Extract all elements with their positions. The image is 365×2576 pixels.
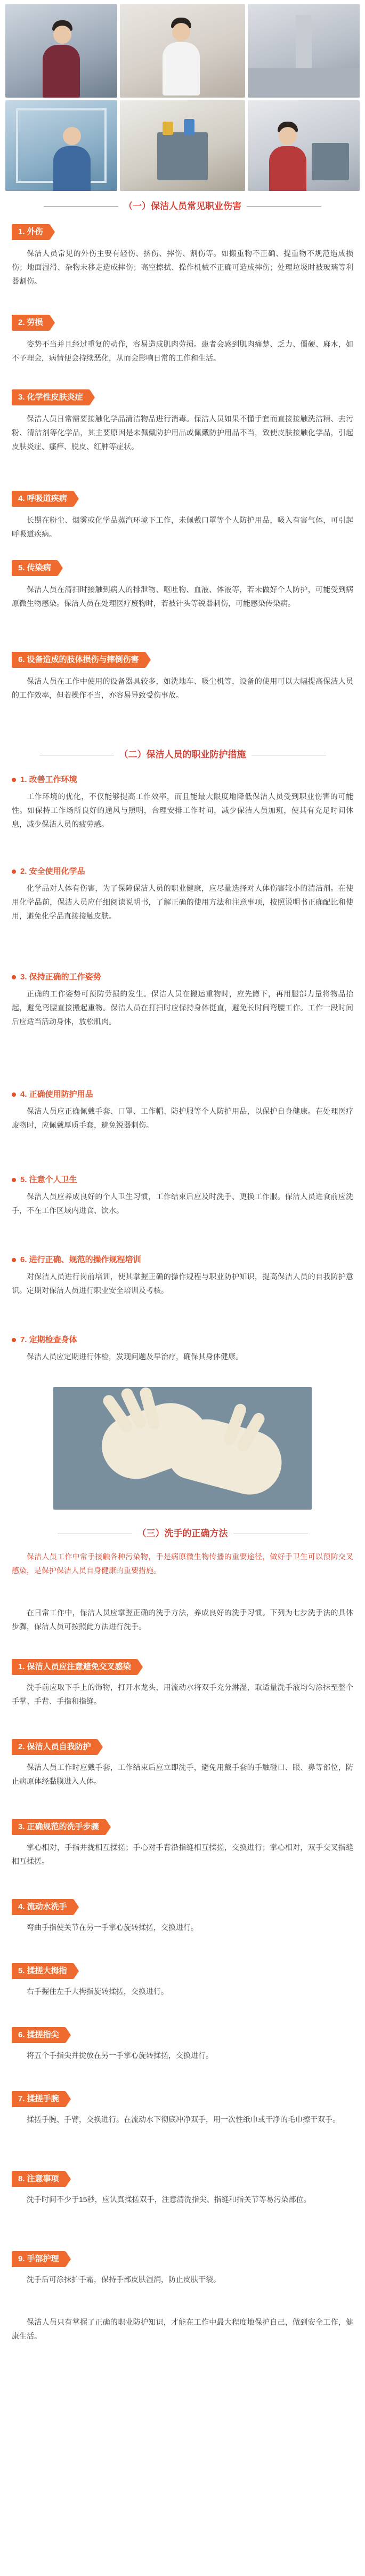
photo-cleaner-smiling [120, 4, 245, 98]
sub-heading: 2. 安全使用化学品 [12, 865, 85, 876]
item-label: 6. 设备造成的肢体损伤与摔倒伤害 [12, 652, 145, 668]
item-label: 4. 流动水洗手 [12, 1899, 74, 1915]
item-text: 将五个手指尖并拢放在另一手掌心旋转揉搓，交换进行。 [27, 2051, 213, 2060]
item-text: 保洁人员应正确佩戴手套、口罩、工作帽、防护服等个人防护用品，以保护自身健康。在处理医疗废物时，应佩戴厚质手套，避免锐器刺伤。 [12, 1107, 353, 1129]
item-text: 保洁人员在工作中使用的设备器具较多，如洗地车、吸尘机等，设备的使用可以大幅提高保洁人员的工作效率，但若操作不当，亦容易导致受伤事故。 [12, 677, 353, 699]
item-label: 9. 手部护理 [12, 2251, 66, 2267]
sub-heading: 7. 定期检查身体 [12, 1334, 77, 1345]
bullet-icon [12, 1258, 16, 1262]
photo-collage [5, 4, 360, 191]
photo-window-cleaning [5, 100, 117, 191]
item-label: 5. 传染病 [12, 560, 58, 576]
item-text: 保洁人员应定期进行体检，发现问题及早治疗，确保其身体健康。 [27, 1352, 243, 1361]
item-text: 保洁人员日常需要接触化学品清洁物品进行消毒。保洁人员如果不懂手套而直接接触洗洁精、去污粉、清洁剂等化学品，其主要原因是未佩戴防护用品或佩戴防护用品不当，致使皮肤接触化学品，引起皮肤炎症、瘙痒、脱皮、红肿等症状。 [12, 414, 353, 451]
item-text: 洗手后可涂抹护手霜，保持手部皮肤湿润，防止皮肤干裂。 [27, 2275, 221, 2284]
photo-cleaner-mopping [5, 4, 117, 98]
sub-heading: 5. 注意个人卫生 [12, 1174, 77, 1185]
cleaner-figure [269, 122, 306, 191]
item-label: 6. 揉搓指尖 [12, 2027, 66, 2043]
bullet-icon [12, 1338, 16, 1342]
item-label: 8. 注意事项 [12, 2171, 66, 2187]
item-label: 2. 保洁人员自我防护 [12, 1739, 98, 1755]
item-text: 工作环境的优化，不仅能够提高工作效率，而且能最大限度地降低保洁人员受到职业伤害的可能性。如保持工作场所良好的通风与照明，合理安排工作时间，减少保洁人员加班，使其有充足时间休息，减少保洁人员的疲劳感。 [12, 792, 353, 828]
item-label: 3. 正确规范的洗手步骤 [12, 1819, 106, 1835]
item-label: 2. 劳损 [12, 315, 50, 331]
bullet-icon [12, 975, 16, 979]
cleaner-figure [53, 127, 91, 191]
item-label: 4. 呼吸道疾病 [12, 491, 74, 507]
item-label: 5. 揉搓大拇指 [12, 1963, 74, 1979]
item-label: 1. 保洁人员应注意避免交叉感染 [12, 1659, 137, 1675]
photo-hospital-corridor [248, 4, 360, 98]
section-title: （二）保洁人员的职业防护措施 [0, 747, 365, 760]
item-text: 化学品对人体有伤害，为了保障保洁人员的职业健康，应尽量选择对人体伤害较小的清洁剂。在使用化学品前，保洁人员应仔细阅读说明书，了解正确的使用方法和注意事项，按照说明书正确配比和使用，避免化学品直接接触皮肤。 [12, 884, 353, 920]
item-label: 7. 揉搓手腕 [12, 2091, 66, 2107]
sub-heading: 4. 正确使用防护用品 [12, 1088, 93, 1099]
photo-latex-gloves [53, 1387, 312, 1510]
item-text: 洗手时间不少于15秒，应认真揉搓双手，注意清洗指尖、指缝和指关节等易污染部位。 [27, 2195, 311, 2204]
item-text: 揉搓手腕、手臂，交换进行。在流动水下彻底冲净双手，用一次性纸巾或干净的毛巾擦干双手。 [27, 2115, 340, 2124]
item-text: 保洁人员应养成良好的个人卫生习惯，工作结束后应及时洗手、更换工作服。保洁人员进食前应洗手，不在工作区域内进食、饮水。 [12, 1192, 353, 1215]
sub-heading: 1. 改善工作环境 [12, 773, 77, 785]
item-text: 正确的工作姿势可预防劳损的发生。保洁人员在搬运重物时，应先蹲下，再用腿部力量将物品抬起，避免弯腰直接搬起重物。保洁人员在打扫时应保持身体挺直，避免长时间弯腰工作。工作一段时间后应适当活动身体，放松肌肉。 [12, 990, 353, 1026]
item-text: 掌心相对，手指并拢相互揉搓；手心对手背沿指缝相互揉搓，交换进行；掌心相对，双手交叉指缝相互揉搓。 [12, 1843, 353, 1865]
intro-text: 在日常工作中，保洁人员应掌握正确的洗手方法，养成良好的洗手习惯。下列为七步洗手法的具体步骤，保洁人员可按照此方法进行洗手。 [12, 1608, 353, 1631]
item-text: 保洁人员工作时应戴手套，工作结束后应立即洗手，避免用戴手套的手触碰口、眼、鼻等部位，防止病原体经黏膜进入人体。 [12, 1763, 353, 1785]
bullet-icon [12, 1092, 16, 1097]
item-text: 保洁人员在清扫时接触到病人的排泄物、呕吐物、血液、体液等，若未做好个人防护，可能受到病原微生物感染。保洁人员在处理医疗废物时，若被针头等锐器刺伤，可能感染传染病。 [12, 585, 353, 608]
item-text: 弯曲手指使关节在另一手掌心旋转揉搓，交换进行。 [27, 1923, 198, 1932]
sub-heading: 6. 进行正确、规范的操作规程培训 [12, 1254, 141, 1265]
bullet-icon [12, 870, 16, 874]
section-title: （一）保洁人员常见职业伤害 [0, 198, 365, 212]
bullet-icon [12, 778, 16, 782]
item-text: 洗手前应取下手上的饰物，打开水龙头，用流动水将双手充分淋湿，取适量洗手液均匀涂抹至整个手掌、手背、手指和指缝。 [12, 1683, 353, 1705]
item-label: 1. 外伤 [12, 224, 50, 240]
closing-text: 保洁人员只有掌握了正确的职业防护知识，才能在工作中最大程度地保护自己，做到安全工作，健康生活。 [12, 2318, 353, 2340]
cleaner-figure [43, 20, 80, 98]
cleaner-figure [163, 18, 200, 95]
intro-text: 保洁人员工作中常手接触各种污染物，手是病原微生物传播的重要途径，做好手卫生可以预防交叉感染，是保护保洁人员自身健康的重要措施。 [12, 1552, 353, 1575]
item-text: 右手握住左手大拇指旋转揉搓，交换进行。 [27, 1987, 168, 1996]
item-text: 长期在粉尘、烟雾或化学品蒸汽环境下工作，未佩戴口罩等个人防护用品，吸入有害气体，可引起呼吸道疾病。 [12, 516, 353, 538]
bullet-icon [12, 1178, 16, 1182]
sub-heading: 3. 保持正确的工作姿势 [12, 971, 101, 982]
item-text: 保洁人员常见的外伤主要有轻伤、挤伤、摔伤、割伤等。如搬重物不正确、提重物不规范造成损伤；地面湿滑、杂物未移走造成摔伤；高空擦拭、操作机械不正确可造成摔伤；处理垃圾时被玻璃等利器割伤。 [12, 249, 353, 285]
photo-cleaning-cart [120, 100, 245, 191]
item-text: 姿势不当并且经过重复的动作，容易造成肌肉劳损。患者会感到肌肉痛楚、乏力、僵硬、麻木，如不予理会，病情便会持续恶化，从而会影响日常的工作和生活。 [12, 340, 353, 362]
item-label: 3. 化学性皮肤炎症 [12, 389, 90, 405]
photo-cleaner-with-cart [248, 100, 360, 191]
item-text: 对保洁人员进行岗前培训，使其掌握正确的操作规程与职业防护知识，提高保洁人员的自我防护意识。定期对保洁人员进行职业安全培训及考核。 [12, 1272, 353, 1295]
section-title: （三）洗手的正确方法 [0, 1526, 365, 1539]
